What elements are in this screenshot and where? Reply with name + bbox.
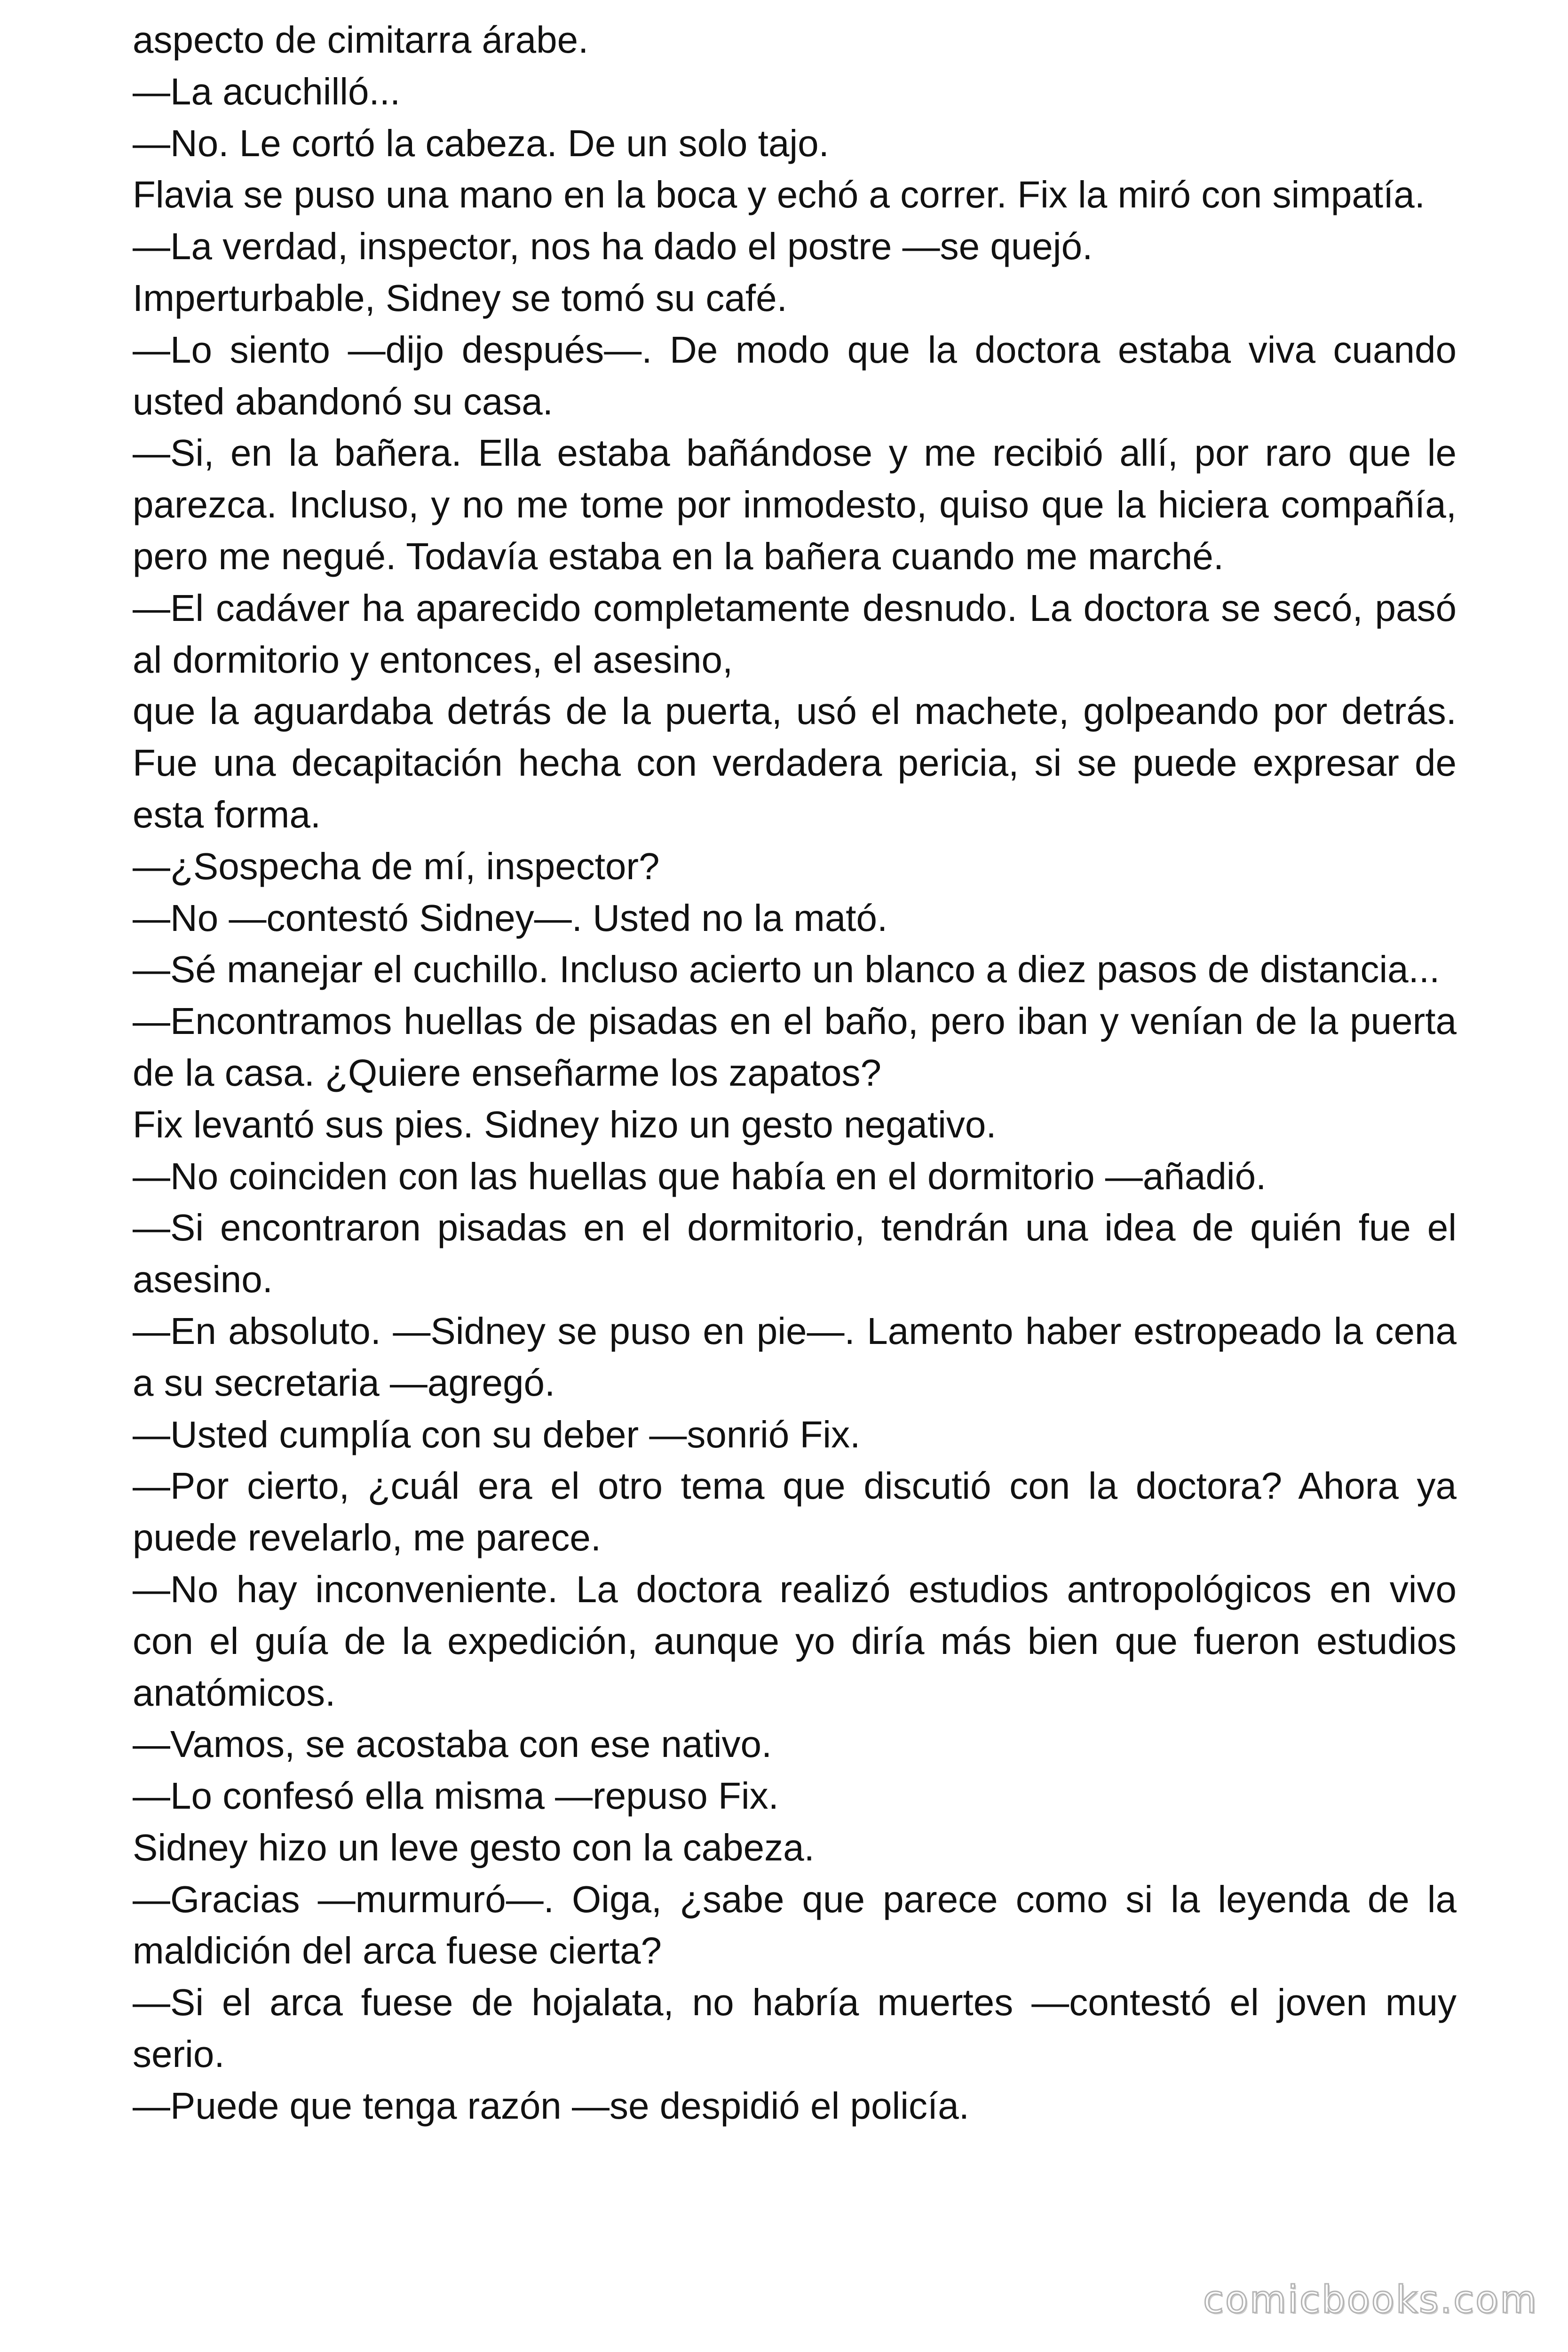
paragraph: —No. Le cortó la cabeza. De un solo tajo.: [133, 122, 829, 164]
book-text: [133, 14, 1457, 2132]
paragraph: aspecto de cimitarra árabe.: [133, 19, 589, 61]
paragraph: —Si, en la bañera. Ella estaba bañándose y me recibió allí, por raro que le parezca. Incluso, y no me tome por inmodesto, quiso que la hiciera compañía, pero me negué. Todavía estaba en la bañera cuando me marché.: [133, 432, 1457, 577]
paragraph: —¿Sospecha de mí, inspector?: [133, 845, 660, 887]
paragraph: —Por cierto, ¿cuál era el otro tema que discutió con la doctora? Ahora ya puede revelarlo, me parece.: [133, 1465, 1457, 1559]
paragraph: —En absoluto. —Sidney se puso en pie—. Lamento haber estropeado la cena a su secretaria —agregó.: [133, 1310, 1457, 1404]
paragraph: —No hay inconveniente. La doctora realizó estudios antropológicos en vivo con el guía de la expedición, aunque yo diría más bien que fueron estudios anatómicos.: [133, 1568, 1457, 1714]
paragraph: que la aguardaba detrás de la puerta, usó el machete, golpeando por detrás. Fue una decapitación hecha con verdadera pericia, si se puede expresar de esta forma.: [133, 690, 1457, 835]
paragraph: —No —contestó Sidney—. Usted no la mató.: [133, 897, 888, 939]
paragraph: Fix levantó sus pies. Sidney hizo un gesto negativo.: [133, 1103, 997, 1145]
paragraph: —Si encontraron pisadas en el dormitorio, tendrán una idea de quién fue el asesino.: [133, 1207, 1457, 1301]
paragraph: —Sé manejar el cuchillo. Incluso acierto un blanco a diez pasos de distancia...: [133, 948, 1440, 991]
paragraph: —Gracias —murmuró—. Oiga, ¿sabe que parece como si la leyenda de la maldición del arca fuese cierta?: [133, 1878, 1457, 1972]
watermark: comicbooks.com: [1203, 2278, 1538, 2321]
paragraph: —Vamos, se acostaba con ese nativo.: [133, 1723, 772, 1765]
paragraph: —Puede que tenga razón —se despidió el policía.: [133, 2084, 969, 2127]
paragraph: —La acuchilló...: [133, 70, 401, 112]
paragraph: Imperturbable, Sidney se tomó su café.: [133, 277, 787, 319]
paragraph: —Usted cumplía con su deber —sonrió Fix.: [133, 1413, 861, 1455]
paragraph: —Encontramos huellas de pisadas en el baño, pero iban y venían de la puerta de la casa. ¿Quiere enseñarme los zapatos?: [133, 1000, 1457, 1094]
paragraph: —No coinciden con las huellas que había en el dormitorio —añadió.: [133, 1155, 1267, 1197]
paragraph: —La verdad, inspector, nos ha dado el postre —se quejó.: [133, 225, 1093, 268]
paragraph: —Lo confesó ella misma —repuso Fix.: [133, 1775, 779, 1817]
paragraph: —Si el arca fuese de hojalata, no habría muertes —contestó el joven muy serio.: [133, 1981, 1457, 2075]
paragraph: —El cadáver ha aparecido completamente desnudo. La doctora se secó, pasó al dormitorio y entonces, el asesino,: [133, 587, 1457, 681]
paragraph: Flavia se puso una mano en la boca y echó a correr. Fix la miró con simpatía.: [133, 174, 1425, 216]
paragraph: —Lo siento —dijo después—. De modo que la doctora estaba viva cuando usted abandonó su casa.: [133, 328, 1457, 422]
paragraph: Sidney hizo un leve gesto con la cabeza.: [133, 1826, 815, 1868]
